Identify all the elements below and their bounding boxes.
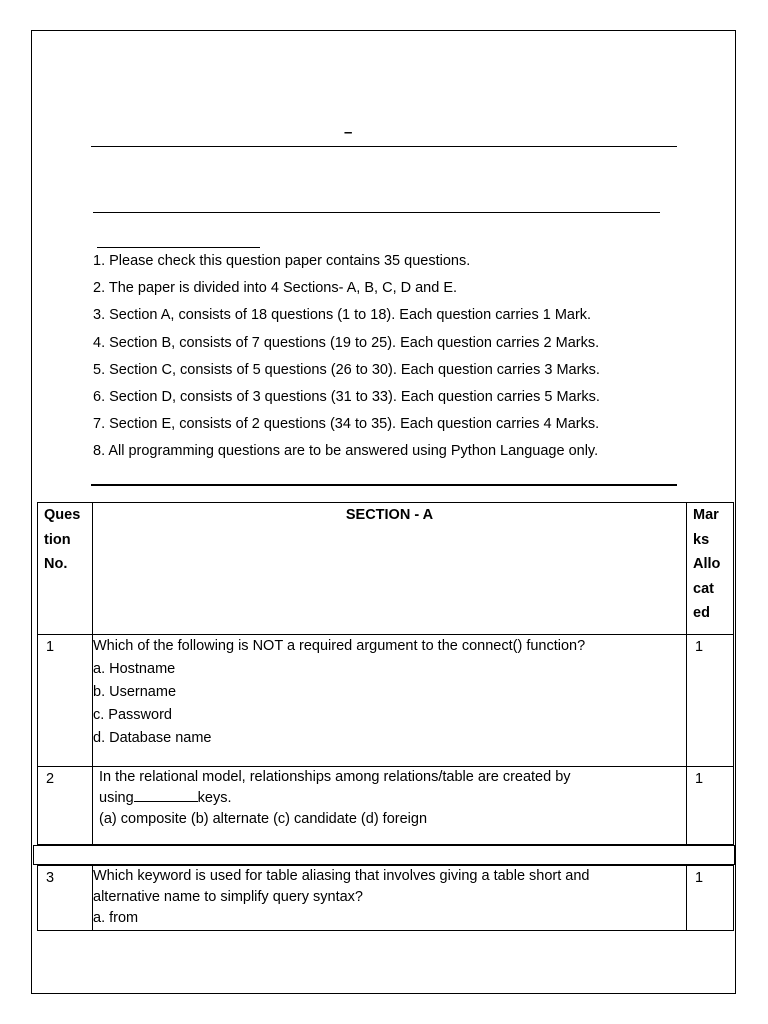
general-instructions <box>93 250 600 468</box>
instruction-item: 7. Section E, consists of 2 questions (34 to 35). Each question carries 4 Marks. <box>93 416 600 433</box>
option: (a) composite (b) alternate (c) candidate (d) foreign <box>99 811 428 827</box>
table-header-row <box>38 503 734 635</box>
question-marks: 1 <box>687 767 734 845</box>
question-marks: 1 <box>687 635 734 767</box>
section-divider-rule <box>91 484 677 486</box>
option: a. Hostname <box>93 661 176 677</box>
table-row <box>38 635 734 767</box>
instruction-item: 1. Please check this question paper contains 35 questions. <box>93 253 471 269</box>
instruction-item: 8. All programming questions are to be answered using Python Language only. <box>93 443 599 460</box>
instruction-item: 5. Section C, consists of 5 questions (26 to 30). Each question carries 3 Marks. <box>93 361 600 378</box>
header-rule-1 <box>91 146 677 147</box>
question-number: 3 <box>38 866 93 931</box>
question-number: 1 <box>38 635 93 767</box>
fill-in-blank <box>134 789 198 802</box>
question-marks: 1 <box>687 866 734 931</box>
question-table <box>37 502 734 845</box>
question-text: Which keyword is used for table aliasing that involves giving a table short and alternative name to simplify query syntax? a. from <box>93 866 687 931</box>
question-text: Which of the following is NOT a required argument to the connect() function? a. Hostname b. Username c. Password d. Database name <box>93 635 687 767</box>
question-number: 2 <box>38 767 93 845</box>
section-title: SECTION - A <box>93 503 687 635</box>
option: b. Username <box>93 684 177 700</box>
table-gap-row <box>33 845 735 865</box>
option: a. from <box>93 910 139 926</box>
option: d. Database name <box>93 730 212 746</box>
marks-allocated-header: Mar ks Allo cat ed <box>687 503 734 635</box>
header-rule-2 <box>93 212 660 213</box>
table-row <box>38 866 734 931</box>
table-row <box>38 767 734 845</box>
header-dash: – <box>344 124 353 141</box>
instruction-item: 2. The paper is divided into 4 Sections- A, B, C, D and E. <box>93 280 458 297</box>
question-table-continued <box>37 865 734 931</box>
instruction-item: 3. Section A, consists of 18 questions (1 to 18). Each question carries 1 Mark. <box>93 307 592 324</box>
instructions-heading-rule <box>97 247 260 248</box>
question-text: In the relational model, relationships among relations/table are created by using keys. (a) composite (b) alternate (c) candidate (d) foreign <box>93 767 687 845</box>
question-no-header: Ques tion No. <box>38 503 93 635</box>
instruction-item: 6. Section D, consists of 3 questions (31 to 33). Each question carries 5 Marks. <box>93 388 600 405</box>
instruction-item: 4. Section B, consists of 7 questions (19 to 25). Each question carries 2 Marks. <box>93 334 600 351</box>
option: c. Password <box>93 707 172 723</box>
